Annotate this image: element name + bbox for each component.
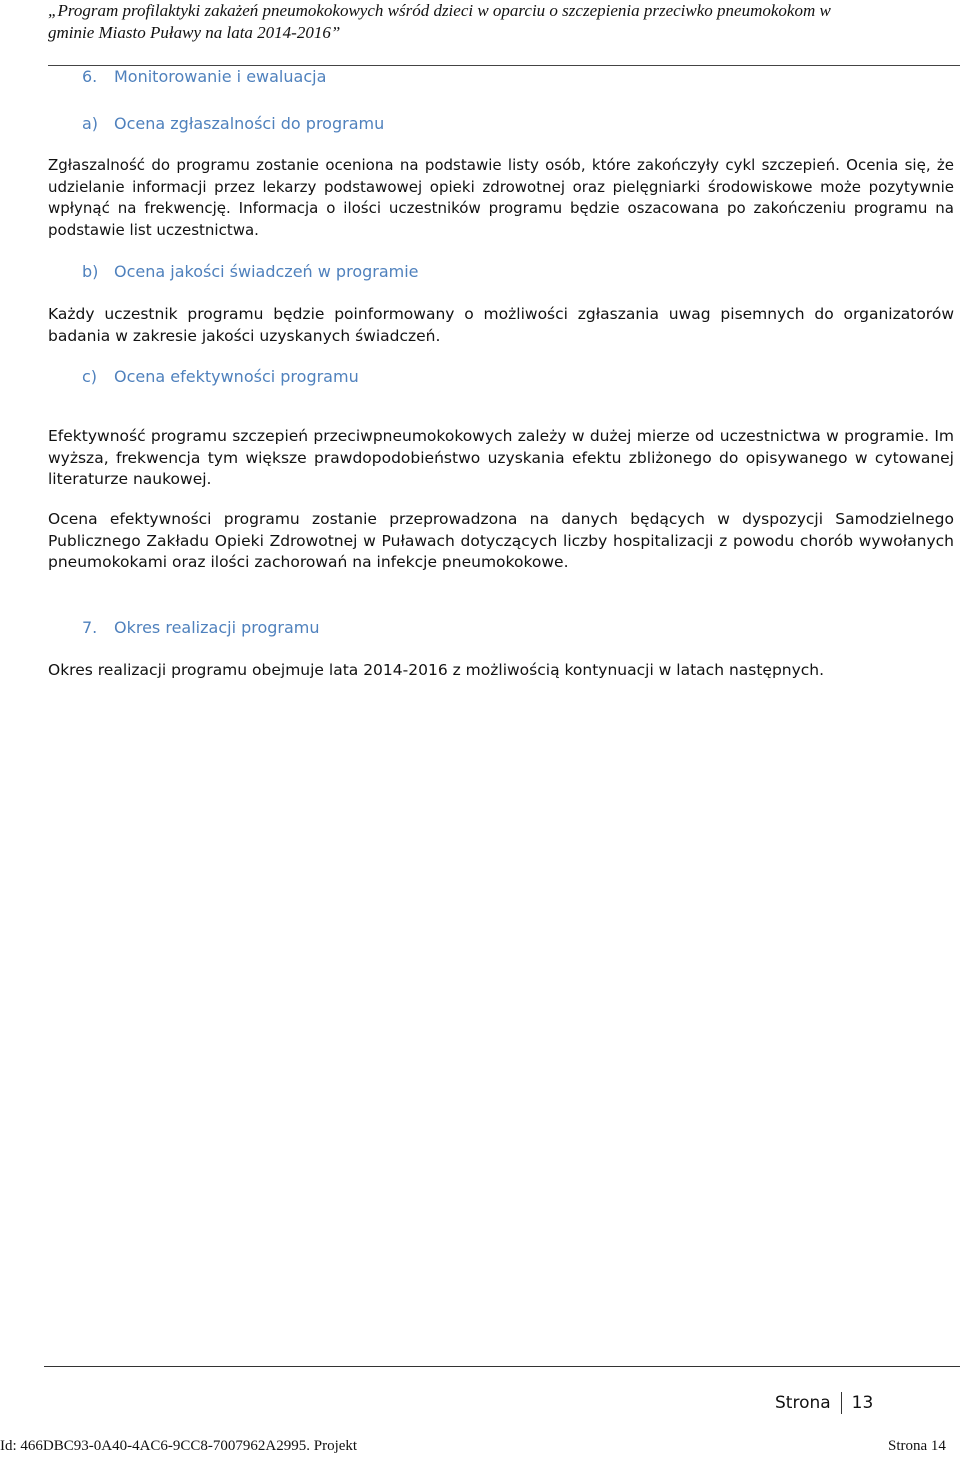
subsection-c-paragraph-2: Ocena efektywności programu zostanie przeprowadzona na danych będących w dyspozycji Samodzielnego Publicznego Zakładu Opieki Zdrowotnej w Puławach dotyczących liczby hospitalizacji z powodu chorób wywołanych pneumokokami oraz ilości zachorowań na infekcje pneumokokowe.: [48, 510, 954, 571]
subsection-a-paragraph: Zgłaszalność do programu zostanie oceniona na podstawie listy osób, które zakończyły cykl szczepień. Ocenia się, że udzielanie informacji przez lekarzy podstawowej opieki zdrowotnej oraz pielęgniarki środowiskowe może pozytywnie wpłynąć na frekwencję. Informacja o ilości uczestników programu będzie oszacowana po zakończeniu programu na podstawie list uczestnictwa.: [48, 156, 954, 239]
subsection-a-title: Ocena zgłaszalności do programu: [114, 114, 385, 133]
subsection-c-title: Ocena efektywności programu: [114, 367, 359, 386]
subsection-b-title: Ocena jakości świadczeń w programie: [114, 262, 419, 281]
section-7-paragraph: Okres realizacji programu obejmuje lata 2014-2016 z możliwością kontynuacji w latach następnych.: [48, 661, 825, 679]
page-number: 13: [851, 1393, 874, 1413]
running-header-line-1: „Program profilaktyki zakażeń pneumokokowych wśród dzieci w oparciu o szczepienia przeciwko pneumokokom w: [48, 1, 831, 20]
section-6-heading: [82, 67, 326, 87]
section-6-title: Monitorowanie i ewaluacja: [114, 67, 327, 86]
running-header-line-2: gminie Miasto Puławy na lata 2014-2016”: [48, 23, 341, 42]
subsection-b-heading: [82, 262, 419, 282]
section-7-heading: [82, 618, 320, 638]
subsection-c-heading: [82, 367, 359, 387]
footer-divider: [44, 1366, 960, 1367]
page-number-label: [775, 1392, 873, 1414]
subsection-c-label: c): [82, 367, 98, 386]
subsection-b-label: b): [82, 262, 99, 281]
subsection-a-heading: [82, 114, 384, 134]
document-id: Id: 466DBC93-0A40-4AC6-9CC8-7007962A2995. Projekt: [0, 1438, 358, 1454]
page-word: Strona: [775, 1393, 831, 1413]
page-separator: [841, 1392, 842, 1414]
subsection-b-paragraph: Każdy uczestnik programu będzie poinformowany o możliwości zgłaszania uwag pisemnych do organizatorów badania w zakresie jakości uzyskanych świadczeń.: [48, 305, 954, 345]
subsection-c-paragraph-1: Efektywność programu szczepień przeciwpneumokokowych zależy w dużej mierze od uczestnictwa w programie. Im wyższa, frekwencja tym większe prawdopodobieństwo uzyskania efektu zbliżonego do opisywanego w cytowanej literaturze naukowej.: [48, 427, 954, 488]
section-7-title: Okres realizacji programu: [114, 618, 320, 637]
section-7-number: 7.: [82, 618, 98, 637]
header-divider: [48, 65, 960, 66]
subsection-a-label: a): [82, 114, 99, 133]
document-page: Strona 14: [888, 1438, 946, 1454]
section-6-number: 6.: [82, 67, 98, 86]
